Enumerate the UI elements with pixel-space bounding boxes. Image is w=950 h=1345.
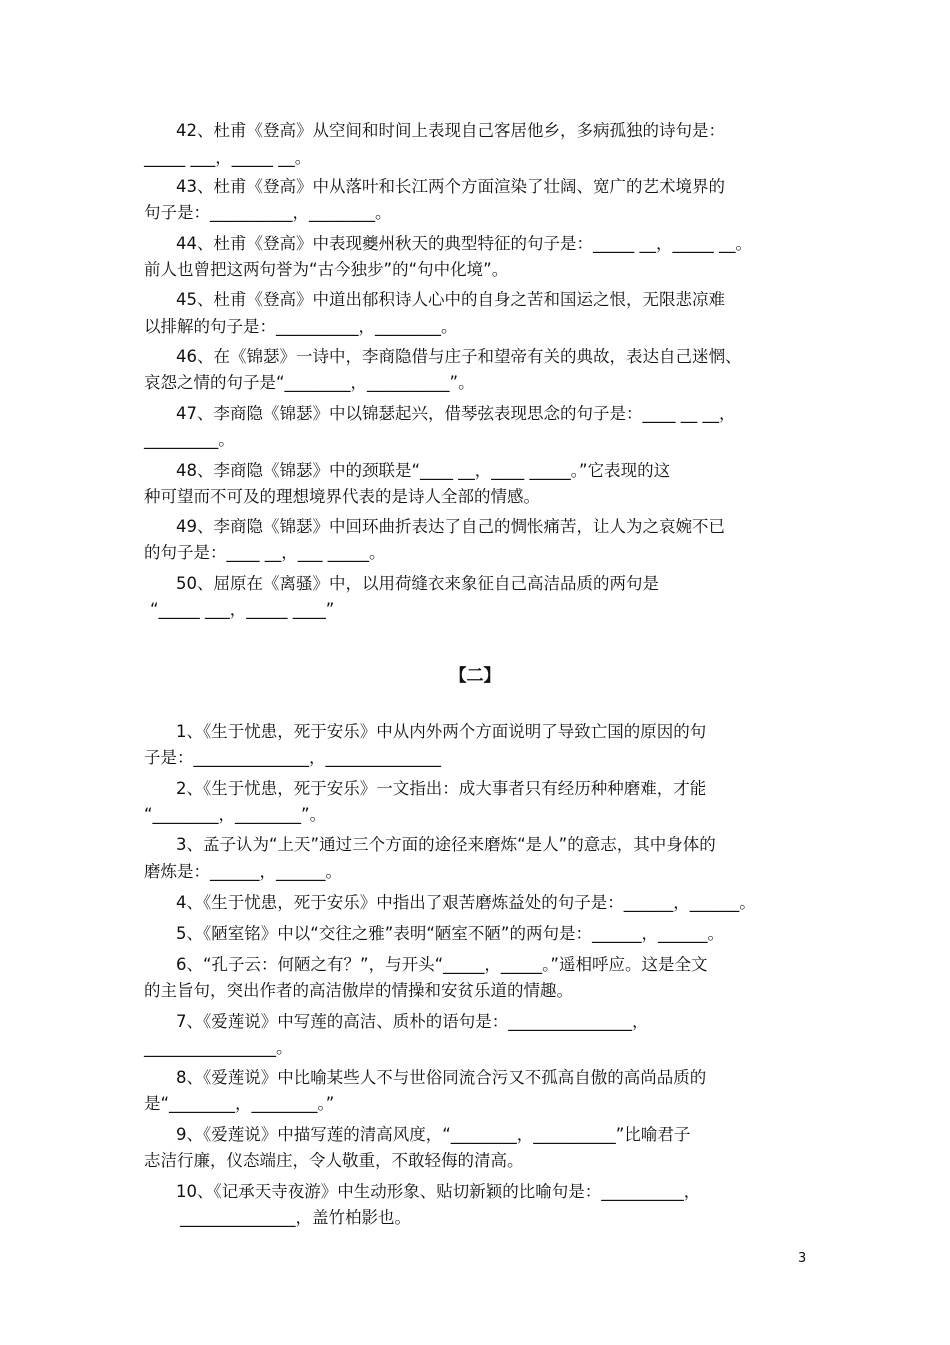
q44-line1: 44、杜甫《登高》中表现夔州秋天的典型特征的句子是：_____ __，_____ __。	[176, 234, 752, 253]
q45-line2: 以排解的句子是：__________，________。	[144, 317, 458, 336]
s2-q5-line1: 5、《陋室铭》中以“交往之雅”表明“陋室不陋”的两句是：______，______。	[176, 924, 724, 943]
s2-q8-line1: 8、《爱莲说》中比喻某些人不与世俗同流合污又不孤高自傲的高尚品质的	[176, 1068, 707, 1087]
s2-q10-line2: ______________，盖竹柏影也。	[180, 1208, 411, 1227]
s2-q4-line1: 4、《生于忧患，死于安乐》中指出了艰苦磨炼益处的句子是：______，______。	[176, 893, 756, 912]
s2-q8-line2: 是“________，________。”	[144, 1094, 335, 1113]
s2-q1-line1: 1、《生于忧患，死于安乐》中从内外两个方面说明了导致亡国的原因的句	[176, 722, 707, 741]
q47-line1: 47、李商隐《锦瑟》中以锦瑟起兴，借琴弦表现思念的句子是：____ __ __，	[176, 404, 736, 423]
s2-q2-line2: “________，________”。	[144, 805, 327, 824]
s2-q7-line1: 7、《爱莲说》中写莲的高洁、质朴的语句是：_______________，	[176, 1012, 649, 1031]
q47-line2: _________。	[144, 430, 235, 449]
q49-line1: 49、李商隐《锦瑟》中回环曲折表达了自己的惆怅痛苦，让人为之哀婉不已	[176, 517, 725, 536]
q48-line2: 种可望而不可及的理想境界代表的是诗人全部的情感。	[144, 487, 540, 506]
q43-line1: 43、杜甫《登高》中从落叶和长江两个方面渲染了壮阔、宽广的艺术境界的	[176, 177, 725, 196]
q48-line1: 48、李商隐《锦瑟》中的颈联是“____ __，____ _____。”它表现的这	[176, 461, 671, 480]
s2-q2-line1: 2、《生于忧患，死于安乐》一文指出：成大事者只有经历种种磨难，才能	[176, 779, 707, 798]
s2-q6-line1: 6、“孔子云：何陋之有？”，与开头“_____，_____。”遥相呼应。这是全文	[176, 955, 708, 974]
s2-q9-line1: 9、《爱莲说》中描写莲的清高风度，“________，__________”比喻君子	[176, 1125, 691, 1144]
q42-line1: 42、杜甫《登高》从空间和时间上表现自己客居他乡，多病孤独的诗句是：	[176, 121, 725, 140]
s2-q3-line2: 磨炼是：______，______。	[144, 862, 342, 881]
s2-q10-line1: 10、《记承天寺夜游》中生动形象、贴切新颖的比喻句是：__________，	[176, 1182, 701, 1201]
q46-line2: 哀怨之情的句子是“________，__________”。	[144, 373, 475, 392]
q44-line2: 前人也曾把这两句誉为“古今独步”的“句中化境”。	[144, 260, 509, 279]
q49-line2: 的句子是：____ __，___ _____。	[144, 543, 386, 562]
s2-q3-line1: 3、孟子认为“上天”通过三个方面的途径来磨炼“是人”的意志，其中身体的	[176, 835, 716, 854]
q43-line2: 句子是：__________，________。	[144, 203, 392, 222]
s2-q6-line2: 的主旨句，突出作者的高洁傲岸的情操和安贫乐道的情趣。	[144, 981, 573, 1000]
q42-line2: _____ ___，_____ __。	[144, 148, 312, 167]
s2-q7-line2: ________________。	[144, 1038, 293, 1057]
page-number: 3	[798, 1251, 807, 1266]
q45-line1: 45、杜甫《登高》中道出郁积诗人心中的自身之苦和国运之恨，无限悲凉难	[176, 290, 725, 309]
section-heading: 【二】	[449, 666, 501, 686]
s2-q9-line2: 志洁行廉，仪态端庄，令人敬重，不敢轻侮的清高。	[144, 1151, 524, 1170]
s2-q1-line2: 子是：______________，______________	[144, 748, 441, 767]
q50-line1: 50、屈原在《离骚》中，以用荷缝衣来象征自己高洁品质的两句是	[176, 574, 659, 593]
q50-line2: “_____ ___，_____ ____”	[150, 600, 335, 619]
q46-line1: 46、在《锦瑟》一诗中，李商隐借与庄子和望帝有关的典故，表达自己迷惘、	[176, 347, 742, 366]
